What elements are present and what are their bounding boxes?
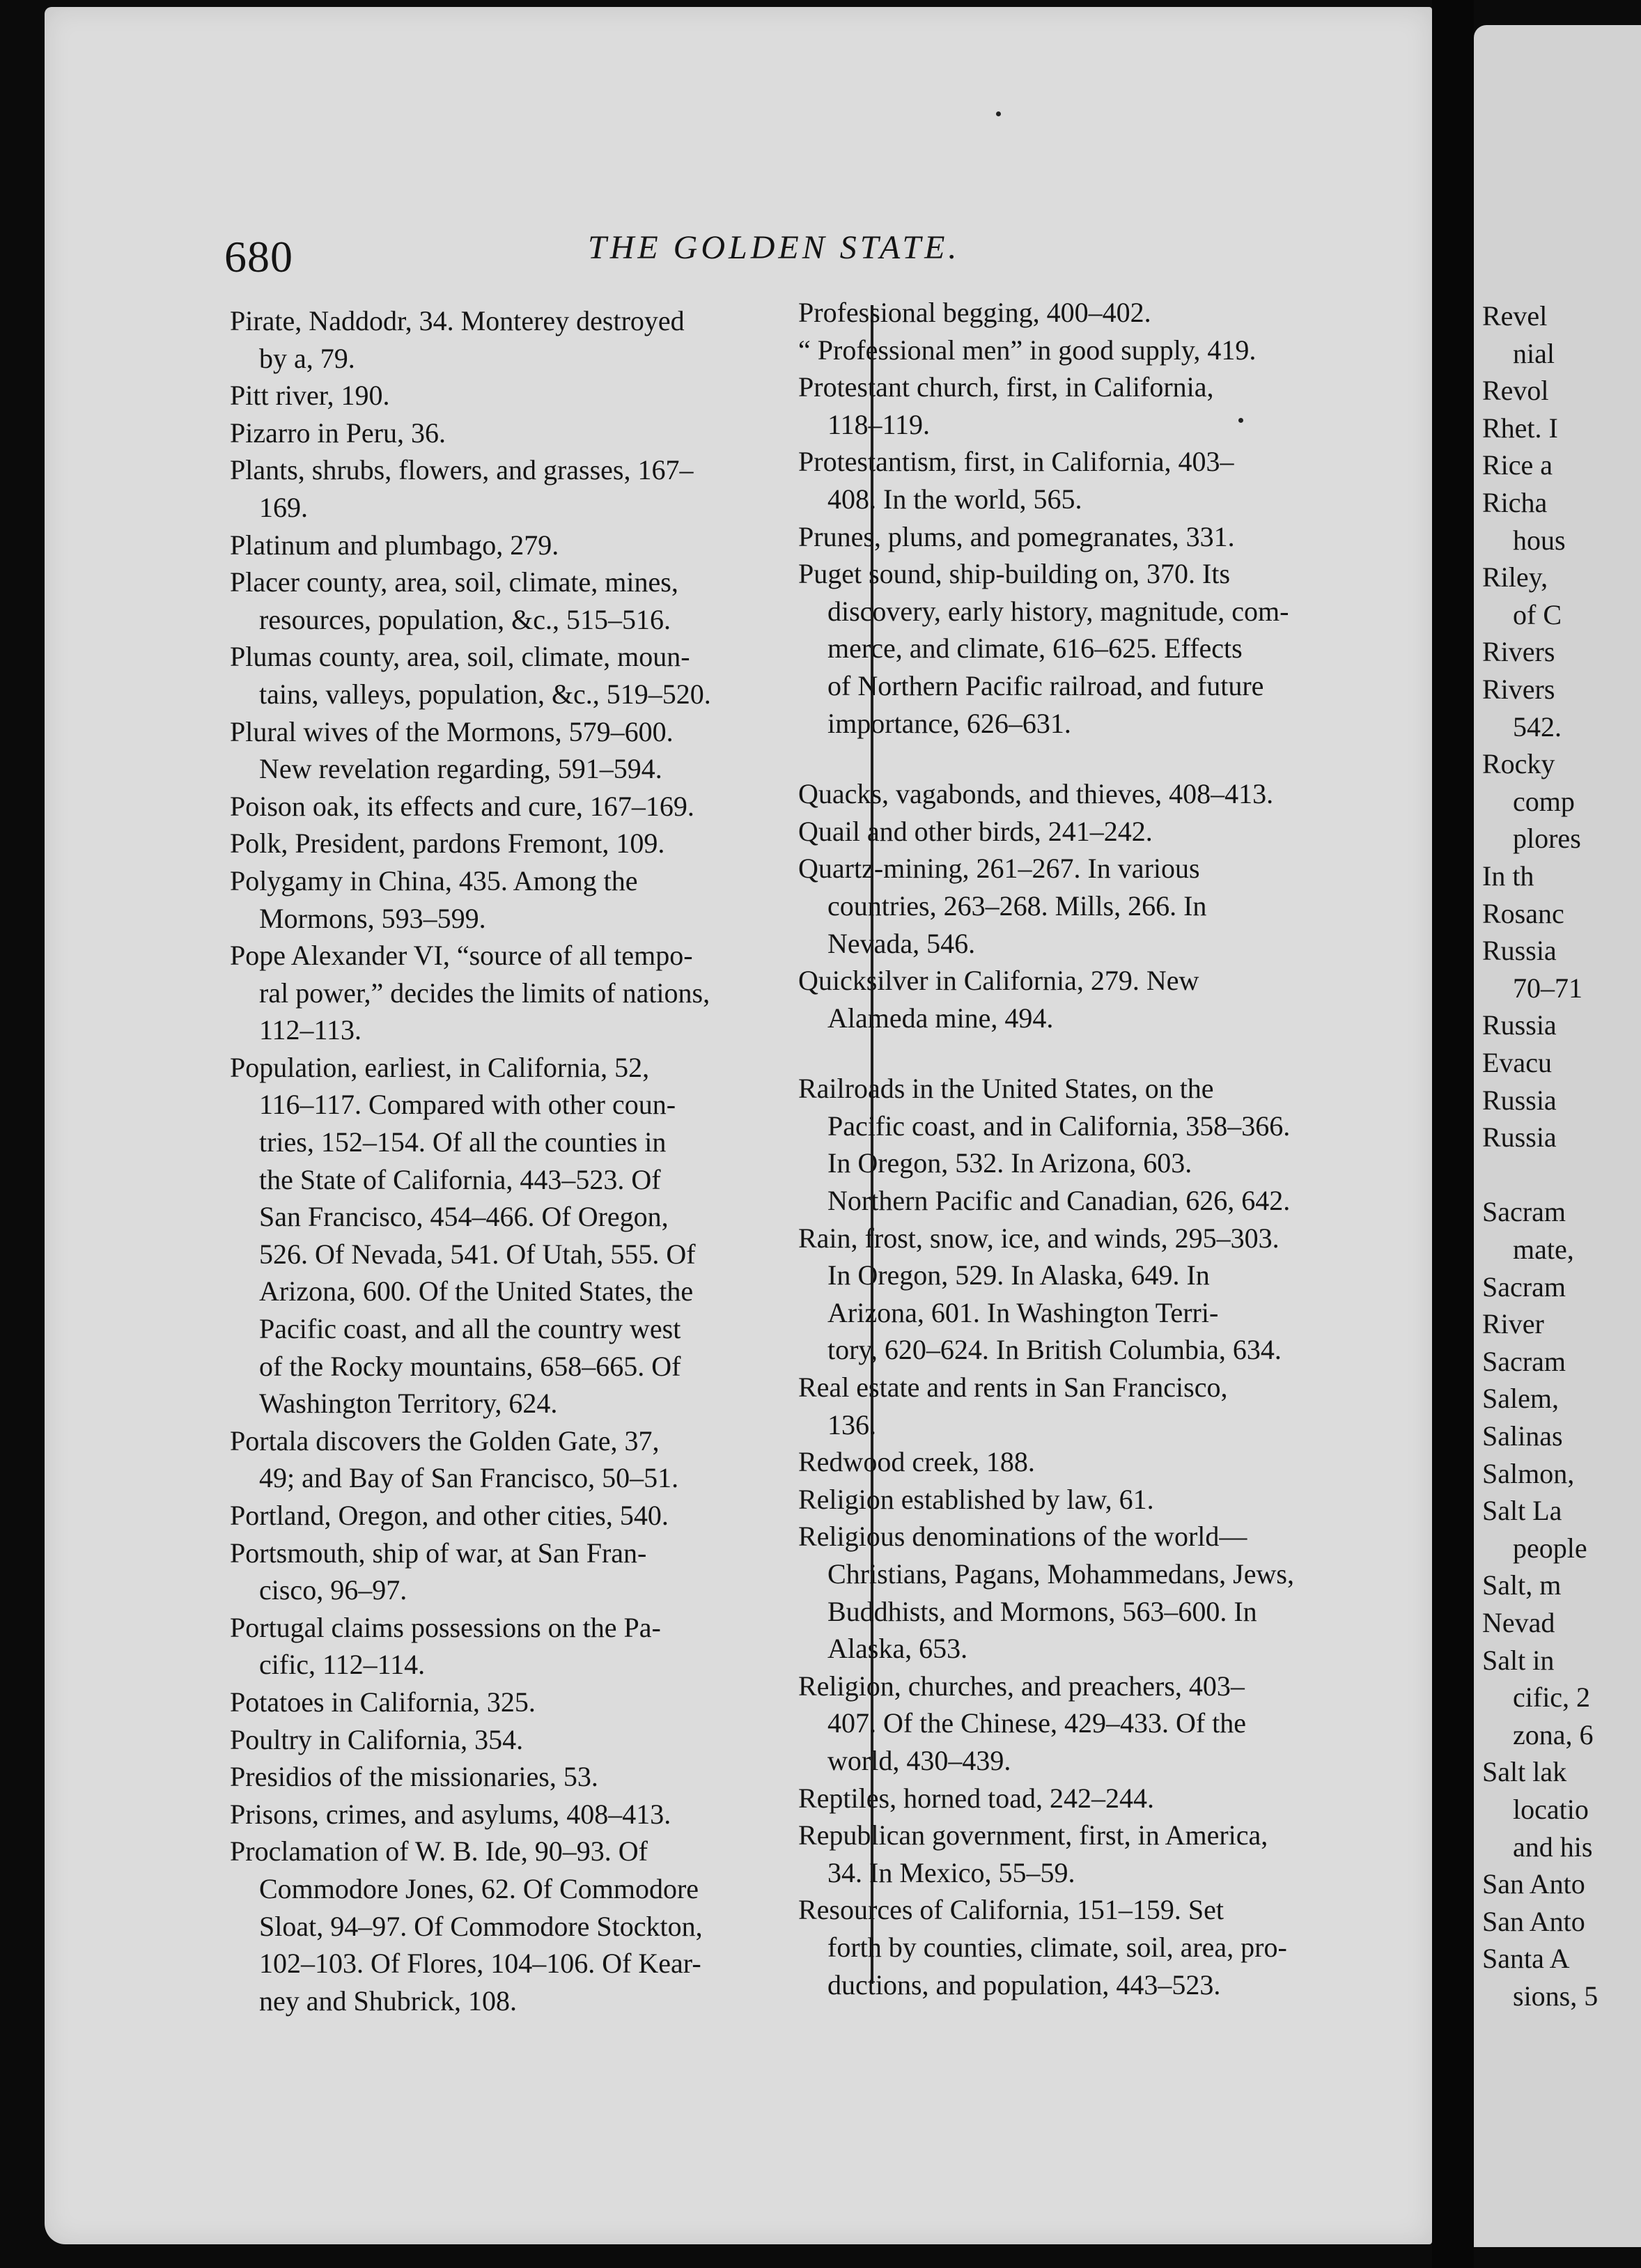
book-gutter <box>1432 0 1474 2268</box>
facing-page-fragment <box>1474 25 1641 2247</box>
facing-page-text-fragment: Salem, <box>1482 1383 1559 1415</box>
facing-page-text-fragment: Santa A <box>1482 1943 1570 1975</box>
index-entry-continuation-line: 118–119. <box>827 408 931 440</box>
facing-page-text-fragment: hous <box>1513 524 1566 556</box>
index-entry-continuation-line: Pacific coast, and all the country west <box>259 1313 681 1345</box>
facing-page-text-fragment: Rhet. I <box>1482 412 1558 444</box>
index-entry-heading-line: Presidios of the missionaries, 53. <box>230 1761 598 1793</box>
index-entry <box>798 443 1403 518</box>
index-entry <box>230 825 808 862</box>
index-entry-heading-line: Platinum and plumbago, 279. <box>230 529 559 561</box>
index-entry-continuation-line: 102–103. Of Flores, 104–106. Of Kear- <box>259 1948 701 1980</box>
facing-page-text-fragment: of C <box>1513 598 1562 630</box>
index-entry <box>230 638 808 713</box>
facing-page-text-fragment: Russia <box>1482 935 1557 967</box>
index-entry-continuation-line: San Francisco, 454–466. Of Oregon, <box>259 1201 669 1233</box>
index-entry-continuation-line: Sloat, 94–97. Of Commodore Stockton, <box>259 1910 703 1942</box>
index-entry-continuation-line: Arizona, 601. In Washington Terri- <box>827 1296 1219 1328</box>
facing-page-text-fragment: In th <box>1482 860 1534 892</box>
facing-page-text-fragment: Salt in <box>1482 1644 1555 1676</box>
facing-page-text-fragment: Rivers <box>1482 674 1555 705</box>
index-entry-heading-line: “ Professional men” in good supply, 419. <box>798 334 1257 366</box>
index-entry <box>230 713 808 788</box>
index-entry-heading-line: Real estate and rents in San Francisco, <box>798 1372 1228 1404</box>
index-entry-heading-line: Prisons, crimes, and asylums, 408–413. <box>230 1798 671 1830</box>
index-entry-continuation-line: resources, population, &c., 515–516. <box>259 603 671 635</box>
index-entry-continuation-line: discovery, early history, magnitude, com- <box>827 595 1289 627</box>
index-entry <box>798 1369 1403 1443</box>
index-entry-continuation-line: Northern Pacific and Canadian, 626, 642. <box>827 1185 1291 1217</box>
index-entry-continuation-line: forth by counties, climate, soil, area, pro- <box>827 1931 1287 1963</box>
facing-page-text-fragment: sions, 5 <box>1513 1980 1599 2012</box>
index-entry <box>798 775 1403 813</box>
facing-page-text-fragment: zona, 6 <box>1513 1718 1594 1750</box>
index-entry-heading-line: Pizarro in Peru, 36. <box>230 417 446 449</box>
index-entry-continuation-line: Pacific coast, and in California, 358–366. <box>827 1110 1291 1142</box>
index-entry-continuation-line: Alameda mine, 494. <box>827 1002 1054 1034</box>
index-entry <box>798 1070 1403 1219</box>
index-entry-continuation-line: importance, 626–631. <box>827 707 1071 739</box>
index-entry-heading-line: Religion, churches, and preachers, 403– <box>798 1670 1245 1702</box>
index-entry <box>230 862 808 937</box>
index-entry-continuation-line: 136. <box>827 1408 876 1440</box>
index-entry-heading-line: Portsmouth, ship of war, at San Fran- <box>230 1537 647 1569</box>
section-gap <box>798 1036 1403 1070</box>
index-entry-continuation-line: 526. Of Nevada, 541. Of Utah, 555. Of <box>259 1238 696 1270</box>
index-entry-heading-line: Portala discovers the Golden Gate, 37, <box>230 1424 660 1457</box>
index-entry <box>230 937 808 1049</box>
index-entry-heading-line: Polk, President, pardons Fremont, 109. <box>230 828 665 860</box>
index-entry <box>798 294 1403 332</box>
index-entry-continuation-line: Arizona, 600. Of the United States, the <box>259 1275 694 1307</box>
facing-page-text-fragment: 542. <box>1513 710 1562 743</box>
index-entry-heading-line: Plants, shrubs, flowers, and grasses, 167– <box>230 454 694 486</box>
page-number: 680 <box>224 232 293 281</box>
index-entry <box>230 414 808 452</box>
facing-page-text-fragment: Rice a <box>1482 449 1553 481</box>
index-entry-heading-line: Republican government, first, in America, <box>798 1819 1268 1851</box>
index-entry-heading-line: Plural wives of the Mormons, 579–600. <box>230 715 674 747</box>
index-entry <box>798 332 1403 369</box>
facing-page-text-fragment: River <box>1482 1308 1544 1340</box>
index-entry-heading-line: Pope Alexander VI, “source of all tempo- <box>230 940 693 972</box>
facing-page-text-fragment: Salinas <box>1482 1420 1563 1452</box>
index-entry <box>798 850 1403 962</box>
facing-page-text-fragment: 70–71 <box>1513 972 1582 1004</box>
index-entry <box>798 962 1403 1036</box>
facing-page-text-fragment: Evacu <box>1482 1047 1552 1078</box>
index-entry <box>798 368 1403 443</box>
index-entry-continuation-line: 116–117. Compared with other coun- <box>259 1089 676 1121</box>
facing-page-text-fragment: Salt lak <box>1482 1756 1567 1788</box>
index-entry-heading-line: Plumas county, area, soil, climate, moun- <box>230 641 690 673</box>
facing-page-text-fragment: Rocky <box>1482 748 1555 780</box>
index-entry-heading-line: Rain, frost, snow, ice, and winds, 295–303. <box>798 1222 1280 1254</box>
index-entry <box>798 813 1403 850</box>
index-entry <box>798 1518 1403 1667</box>
book-page <box>45 7 1432 2244</box>
facing-page-text-fragment: Sacram <box>1482 1196 1566 1228</box>
index-entry-heading-line: Resources of California, 151–159. Set <box>798 1894 1224 1926</box>
index-entry-continuation-line: cisco, 96–97. <box>259 1574 407 1606</box>
index-entry-continuation-line: Buddhists, and Mormons, 563–600. In <box>827 1595 1257 1627</box>
index-entry <box>798 1443 1403 1481</box>
index-entry-heading-line: Poultry in California, 354. <box>230 1723 524 1755</box>
facing-page-text-fragment: mate, <box>1513 1234 1574 1265</box>
facing-page-text-fragment: Revel <box>1482 300 1548 332</box>
index-entry-continuation-line: 408. In the world, 565. <box>827 483 1082 515</box>
index-entry-continuation-line: the State of California, 443–523. Of <box>259 1163 661 1195</box>
index-entry <box>230 564 808 638</box>
facing-page-text-fragment: Revol <box>1482 375 1549 407</box>
index-entry-heading-line: Pirate, Naddodr, 34. Monterey destroyed <box>230 305 685 336</box>
index-column-left <box>230 302 808 2019</box>
facing-page-text-fragment: Russia <box>1482 1121 1557 1154</box>
index-entry-continuation-line: 34. In Mexico, 55–59. <box>827 1856 1075 1888</box>
facing-page-text-fragment: Salt, m <box>1482 1569 1562 1601</box>
facing-page-text-fragment: Sacram <box>1482 1271 1566 1303</box>
facing-page-text-fragment: locatio <box>1513 1794 1589 1825</box>
index-entry <box>798 1817 1403 1891</box>
running-head: THE GOLDEN STATE. <box>588 229 961 266</box>
index-entry-continuation-line: world, 430–439. <box>827 1744 1011 1776</box>
index-entry-heading-line: Pitt river, 190. <box>230 380 390 412</box>
index-entry-heading-line: Protestantism, first, in California, 403– <box>798 446 1234 478</box>
index-entry-heading-line: Redwood creek, 188. <box>798 1446 1035 1478</box>
index-entry <box>230 1758 808 1796</box>
index-entry-heading-line: Quail and other birds, 241–242. <box>798 815 1153 847</box>
facing-page-text-fragment: Salmon, <box>1482 1457 1575 1489</box>
index-entry-continuation-line: 112–113. <box>259 1014 362 1046</box>
index-entry-heading-line: Placer county, area, soil, climate, mines, <box>230 566 678 598</box>
index-entry <box>230 302 808 377</box>
index-entry-continuation-line: of Northern Pacific railroad, and future <box>827 669 1264 701</box>
index-entry-heading-line: Religious denominations of the world— <box>798 1521 1247 1553</box>
index-entry-heading-line: Proclamation of W. B. Ide, 90–93. Of <box>230 1835 648 1867</box>
index-entry-heading-line: Portland, Oregon, and other cities, 540. <box>230 1500 669 1531</box>
facing-page-text-fragment: Rivers <box>1482 636 1555 668</box>
index-entry-continuation-line: cific, 112–114. <box>259 1649 426 1681</box>
index-entry-continuation-line: merce, and climate, 616–625. Effects <box>827 632 1243 665</box>
facing-page-text-fragment: and his <box>1513 1831 1593 1863</box>
index-entry <box>230 1721 808 1759</box>
facing-page-text-fragment: Salt La <box>1482 1495 1562 1527</box>
index-entry-heading-line: Quacks, vagabonds, and thieves, 408–413. <box>798 778 1274 810</box>
index-entry-heading-line: Professional begging, 400–402. <box>798 297 1151 328</box>
index-entry <box>230 788 808 825</box>
index-entry-heading-line: Prunes, plums, and pomegranates, 331. <box>798 520 1235 552</box>
index-entry-continuation-line: tory, 620–624. In British Columbia, 634. <box>827 1334 1282 1366</box>
index-entry-continuation-line: Commodore Jones, 62. Of Commodore <box>259 1872 699 1904</box>
index-entry-heading-line: Religion established by law, 61. <box>798 1483 1154 1515</box>
index-entry <box>230 1535 808 1609</box>
index-entry-heading-line: Railroads in the United States, on the <box>798 1073 1214 1105</box>
index-entry-continuation-line: tries, 152–154. Of all the counties in <box>259 1126 667 1158</box>
index-entry-continuation-line: by a, 79. <box>259 342 355 374</box>
index-entry-heading-line: Quartz-mining, 261–267. In various <box>798 853 1200 885</box>
index-entry-heading-line: Poison oak, its effects and cure, 167–169. <box>230 790 694 822</box>
facing-page-text-fragment: comp <box>1513 785 1575 817</box>
index-entry-continuation-line: 169. <box>259 491 308 523</box>
index-entry <box>230 1609 808 1684</box>
index-entry-heading-line: Reptiles, horned toad, 242–244. <box>798 1782 1155 1814</box>
index-column-middle <box>798 294 1403 2003</box>
index-entry-continuation-line: of the Rocky mountains, 658–665. Of <box>259 1350 681 1382</box>
index-entry-continuation-line: 407. Of the Chinese, 429–433. Of the <box>827 1707 1247 1739</box>
index-entry-heading-line: Potatoes in California, 325. <box>230 1686 536 1718</box>
index-entry <box>798 1891 1403 2003</box>
index-entry-heading-line: Portugal claims possessions on the Pa- <box>230 1611 661 1643</box>
index-entry <box>230 377 808 414</box>
index-entry <box>230 1833 808 2019</box>
index-entry <box>230 1049 808 1422</box>
index-entry-heading-line: Protestant church, first, in California, <box>798 371 1214 403</box>
index-entry-heading-line: Polygamy in China, 435. Among the <box>230 864 638 896</box>
facing-page-text-fragment: Sacram <box>1482 1345 1566 1377</box>
index-entry <box>798 555 1403 742</box>
index-entry <box>230 451 808 526</box>
facing-page-text-fragment: people <box>1513 1532 1587 1564</box>
index-entry <box>230 1497 808 1535</box>
index-entry-continuation-line: Alaska, 653. <box>827 1633 968 1665</box>
index-entry-continuation-line: Nevada, 546. <box>827 927 976 959</box>
index-entry-heading-line: Quicksilver in California, 279. New <box>798 965 1199 997</box>
index-entry-continuation-line: In Oregon, 529. In Alaska, 649. In <box>827 1259 1210 1291</box>
index-entry-continuation-line: Christians, Pagans, Mohammedans, Jews, <box>827 1558 1294 1590</box>
facing-page-text-fragment: Riley, <box>1482 561 1548 593</box>
facing-page-text-fragment: San Anto <box>1482 1905 1585 1937</box>
index-entry-continuation-line: New revelation regarding, 591–594. <box>259 753 662 785</box>
index-entry <box>798 1481 1403 1519</box>
facing-page-text-fragment: nial <box>1513 337 1555 369</box>
index-entry <box>230 1684 808 1721</box>
index-entry-continuation-line: countries, 263–268. Mills, 266. In <box>827 890 1207 922</box>
index-entry-continuation-line: tains, valleys, population, &c., 519–520. <box>259 678 711 710</box>
facing-page-text-fragment: Nevad <box>1482 1607 1555 1638</box>
facing-page-text-fragment: Rosanc <box>1482 897 1564 929</box>
index-entry-continuation-line: ney and Shubrick, 108. <box>259 1984 517 2017</box>
index-entry-continuation-line: ductions, and population, 443–523. <box>827 1968 1221 2001</box>
index-entry <box>798 1220 1403 1369</box>
index-entry-heading-line: Puget sound, ship-building on, 370. Its <box>798 558 1231 590</box>
facing-page-text-fragment: Russia <box>1482 1084 1557 1116</box>
index-entry <box>798 518 1403 556</box>
index-entry <box>798 1668 1403 1780</box>
section-gap <box>798 742 1403 775</box>
index-entry-continuation-line: In Oregon, 532. In Arizona, 603. <box>827 1147 1192 1179</box>
facing-page-text-fragment: San Anto <box>1482 1868 1585 1900</box>
facing-page-text-fragment: Russia <box>1482 1009 1557 1041</box>
index-entry <box>230 527 808 564</box>
facing-page-text-fragment: Richa <box>1482 487 1548 518</box>
index-entry-continuation-line: Washington Territory, 624. <box>259 1388 558 1420</box>
index-entry-continuation-line: 49; and Bay of San Francisco, 50–51. <box>259 1462 679 1494</box>
facing-page-text-fragment: cific, 2 <box>1513 1681 1591 1714</box>
index-entry-heading-line: Population, earliest, in California, 52, <box>230 1051 650 1083</box>
index-entry <box>230 1422 808 1497</box>
index-entry-continuation-line: ral power,” decides the limits of nations, <box>259 977 710 1009</box>
index-entry <box>798 1780 1403 1817</box>
facing-page-text-fragment: plores <box>1513 823 1581 855</box>
print-speck <box>996 111 1001 116</box>
index-entry-continuation-line: Mormons, 593–599. <box>259 902 486 934</box>
index-entry <box>230 1796 808 1833</box>
